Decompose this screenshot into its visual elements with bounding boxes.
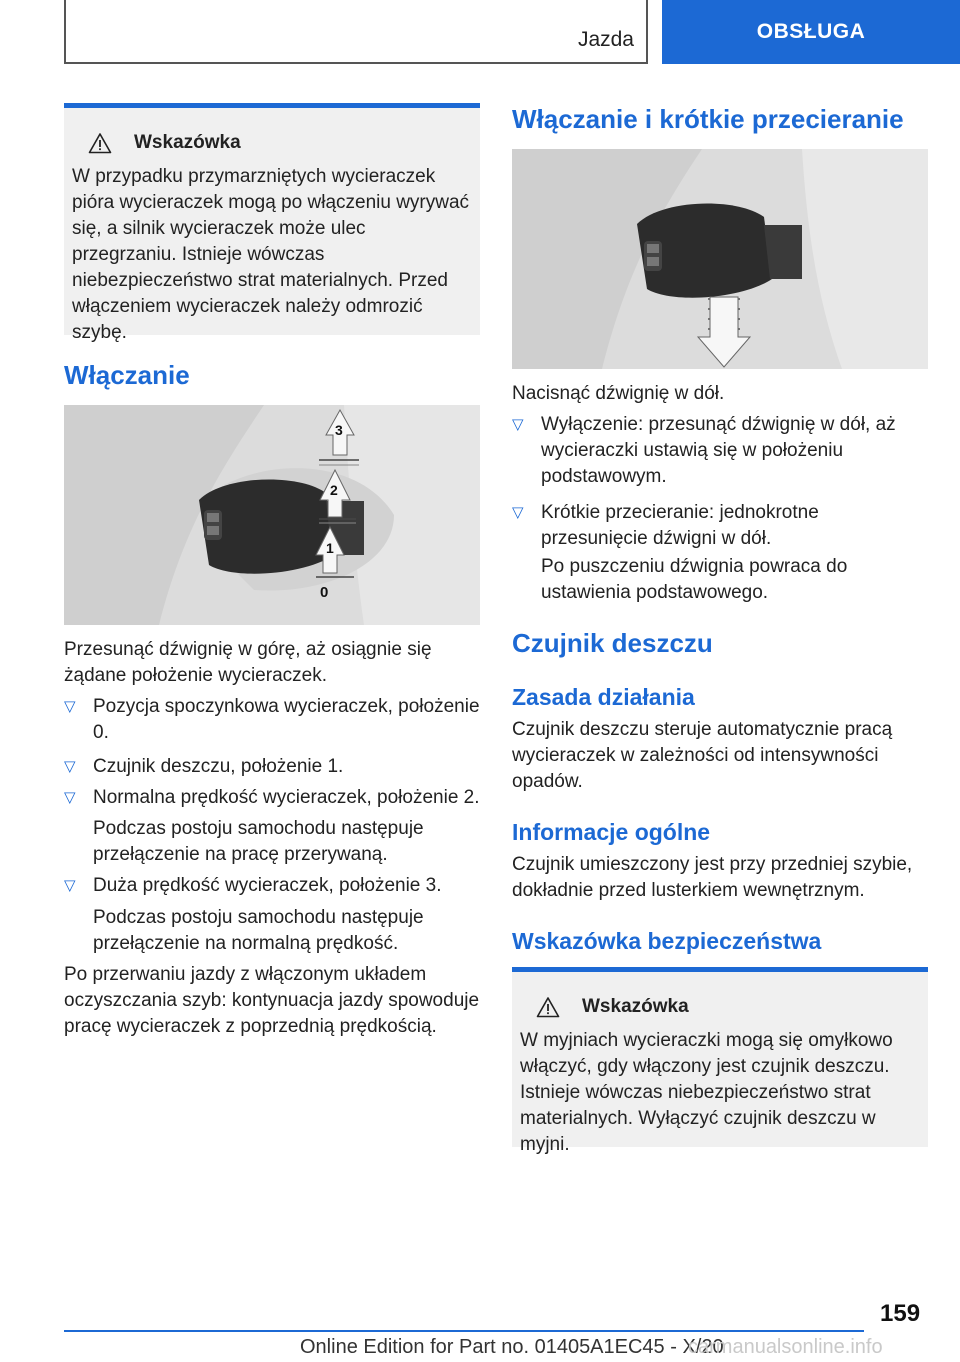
body-paragraph: Czujnik deszczu steruje automatycznie pracą wycieraczek w zależności od intensywności opadów. xyxy=(512,719,893,792)
list-item: ▽ Krótkie przecieranie: jednokrotne przesunięcie dźwigni w dół. xyxy=(512,502,819,549)
warning-box xyxy=(64,103,480,343)
warning-icon xyxy=(88,132,112,154)
footer-rule xyxy=(64,1330,864,1332)
wiper-lever-down-figure xyxy=(512,149,928,369)
list-subnote: Podczas postoju samochodu następuje przełączenie na normalną prędkość. xyxy=(93,907,424,954)
chapter-title: Jazda xyxy=(577,28,634,51)
list-item: ▽ Wyłączenie: przesunąć dźwignię w dół, aż wycieraczki ustawią się w położeniu podstawowym. xyxy=(512,414,896,487)
page-number: 159 xyxy=(880,1300,921,1327)
bullet-triangle-icon: ▽ xyxy=(64,789,76,806)
intro-paragraph: Przesunąć dźwignię w górę, aż osiągnie się żądane położenie wycieraczek. xyxy=(64,639,432,686)
section-heading: Włączanie i krótkie przecieranie xyxy=(512,104,904,134)
section-heading: Czujnik deszczu xyxy=(512,628,713,658)
warning-box xyxy=(512,967,928,1155)
edition-text: Online Edition for Part no. 01405A1EC45 - X/20 xyxy=(300,1336,724,1358)
bullet-triangle-icon: ▽ xyxy=(512,504,524,521)
figure-label-3: 3 xyxy=(335,422,343,438)
warning-icon xyxy=(536,996,560,1018)
section-tab[interactable]: OBSŁUGA xyxy=(662,0,960,64)
watermark: carmanualsonline.info xyxy=(688,1336,883,1358)
warning-title: Wskazówka xyxy=(134,132,241,153)
warning-text: W przypadku przymarzniętych wycieraczek pióra wycieraczek mogą po włączeniu wyrywać się, a silnik wycieraczek może ulec przegrzaniu. Istnieje wówczas niebezpieczeństwo strat materialnych. Przed włączeniem wycieraczek należy odmrozić szybę. xyxy=(72,166,470,343)
figure-label-1: 1 xyxy=(326,540,334,556)
subsection-heading: Zasada działania xyxy=(512,684,695,710)
header-box xyxy=(64,0,648,64)
bullet-triangle-icon: ▽ xyxy=(64,698,76,715)
outro-paragraph: Po przerwaniu jazdy z włączonym układem oczyszczania szyb: kontynuacja jazdy spowoduje pracę wycieraczek z poprzednią prędkością. xyxy=(64,964,480,1037)
warning-text: W myjniach wycieraczki mogą się omyłkowo włączyć, gdy włączony jest czujnik deszczu. Istnieje wówczas niebezpieczeństwo strat materialnych. Wyłączyć czujnik deszczu w myjni. xyxy=(520,1030,893,1155)
wiper-lever-figure xyxy=(64,405,480,625)
warning-title: Wskazówka xyxy=(582,996,689,1017)
section-heading: Włączanie xyxy=(64,360,190,390)
figure-label-0: 0 xyxy=(320,584,329,601)
list-item: ▽ Duża prędkość wycieraczek, położenie 3. xyxy=(64,873,480,899)
list-item: ▽ Normalna prędkość wycieraczek, położenie 2. xyxy=(64,785,480,811)
bullet-triangle-icon: ▽ xyxy=(64,877,76,894)
figure-label-2: 2 xyxy=(330,482,338,498)
intro-paragraph: Nacisnąć dźwignię w dół. xyxy=(512,383,725,404)
list-item: ▽ Czujnik deszczu, położenie 1. xyxy=(64,754,480,780)
list-subnote: Po puszczeniu dźwignia powraca do ustawienia podstawowego. xyxy=(541,556,848,603)
subsection-heading: Informacje ogólne xyxy=(512,819,711,845)
bullet-triangle-icon: ▽ xyxy=(64,758,76,775)
body-paragraph: Czujnik umieszczony jest przy przedniej szybie, dokładnie przed lusterkiem wewnętrznym. xyxy=(512,854,913,901)
bullet-triangle-icon: ▽ xyxy=(512,416,524,433)
subsection-heading: Wskazówka bezpieczeństwa xyxy=(512,928,822,954)
list-item: ▽ Pozycja spoczynkowa wycieraczek, położenie 0. xyxy=(64,696,480,743)
list-subnote: Podczas postoju samochodu następuje przełączenie na pracę przerywaną. xyxy=(93,818,424,865)
